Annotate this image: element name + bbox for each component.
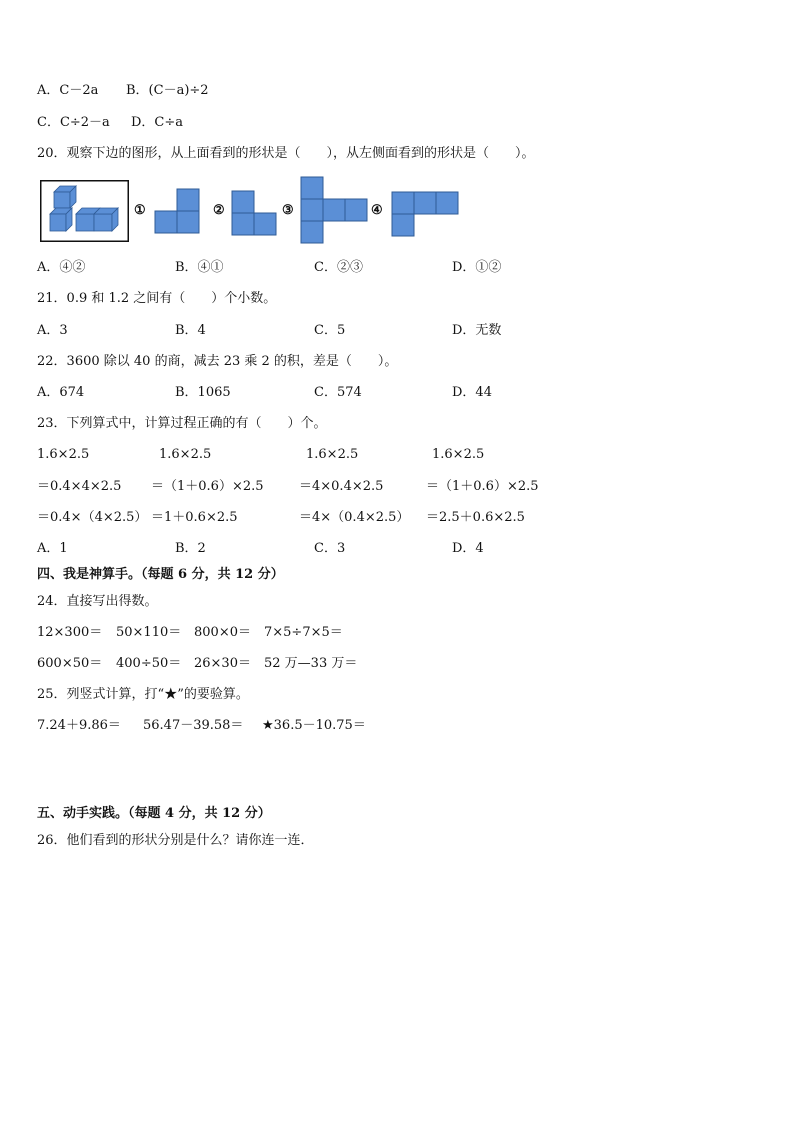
q23-expr-r1c1: 1.6×2.5 bbox=[37, 447, 90, 462]
q20-label-3: ③ bbox=[282, 203, 294, 218]
q20-stem: 20．观察下边的图形，从上面看到的形状是（ ），从左侧面看到的形状是（ ）。 bbox=[37, 146, 535, 161]
q23-expr-r2c2: ＝（1＋0.6）×2.5 bbox=[151, 479, 264, 494]
q26-stem: 26．他们看到的形状分别是什么？请你连一连． bbox=[37, 833, 314, 848]
q20-label-1: ① bbox=[134, 203, 146, 218]
q19-option-a: A．C－2a bbox=[37, 83, 99, 98]
section5-title: 五、动手实践。（每题 4 分，共 12 分） bbox=[37, 806, 271, 821]
q20-shape-1 bbox=[154, 189, 200, 233]
q23-stem: 23．下列算式中，计算过程正确的有（ ）个。 bbox=[37, 416, 327, 431]
q23-expr-r1c2: 1.6×2.5 bbox=[159, 447, 212, 462]
q20-option-a: A．④② bbox=[37, 260, 86, 275]
q24-item-2: 50×110＝ bbox=[116, 625, 182, 640]
q21-stem: 21．0.9 和 1.2 之间有（ ）个小数。 bbox=[37, 291, 277, 306]
q19-option-d: D．C÷a bbox=[131, 115, 184, 130]
q25-stem: 25．列竖式计算，打“★”的要验算。 bbox=[37, 687, 249, 702]
q25-item-2: 56.47－39.58＝ bbox=[143, 718, 244, 733]
q23-expr-r1c3: 1.6×2.5 bbox=[306, 447, 359, 462]
q23-expr-r3c4: ＝2.5＋0.6×2.5 bbox=[426, 510, 525, 525]
q22-option-b: B．1065 bbox=[175, 385, 231, 400]
q24-item-3: 800×0＝ bbox=[194, 625, 251, 640]
q20-option-c: C．②③ bbox=[314, 260, 363, 275]
q23-option-d: D．4 bbox=[452, 541, 484, 556]
q25-item-3: ★36.5－10.75＝ bbox=[262, 718, 366, 733]
q21-option-d: D．无数 bbox=[452, 323, 502, 338]
q24-item-7: 26×30＝ bbox=[194, 656, 251, 671]
q22-option-c: C．574 bbox=[314, 385, 362, 400]
q20-shape-2 bbox=[231, 191, 277, 235]
q23-expr-r2c1: ＝0.4×4×2.5 bbox=[37, 479, 122, 494]
q23-expr-r1c4: 1.6×2.5 bbox=[432, 447, 485, 462]
q22-option-a: A．674 bbox=[37, 385, 85, 400]
q23-option-b: B．2 bbox=[175, 541, 206, 556]
q22-option-d: D．44 bbox=[452, 385, 492, 400]
q23-expr-r2c4: ＝（1＋0.6）×2.5 bbox=[426, 479, 539, 494]
q20-label-2: ② bbox=[213, 203, 225, 218]
q22-stem: 22．3600 除以 40 的商，减去 23 乘 2 的积，差是（ ）。 bbox=[37, 354, 398, 369]
q24-item-4: 7×5÷7×5＝ bbox=[264, 625, 343, 640]
section4-title: 四、我是神算手。（每题 6 分，共 12 分） bbox=[37, 567, 284, 582]
q24-item-5: 600×50＝ bbox=[37, 656, 103, 671]
q20-option-b: B．④① bbox=[175, 260, 224, 275]
q20-shape-4 bbox=[391, 191, 461, 237]
q24-stem: 24．直接写出得数。 bbox=[37, 594, 158, 609]
q23-expr-r2c3: ＝4×0.4×2.5 bbox=[299, 479, 384, 494]
q23-expr-r3c2: ＝1＋0.6×2.5 bbox=[151, 510, 238, 525]
q21-option-c: C．5 bbox=[314, 323, 346, 338]
q20-option-d: D．①② bbox=[452, 260, 502, 275]
q21-option-b: B．4 bbox=[175, 323, 206, 338]
q24-item-1: 12×300＝ bbox=[37, 625, 103, 640]
q24-item-8: 52 万—33 万＝ bbox=[264, 656, 358, 671]
q23-option-c: C．3 bbox=[314, 541, 346, 556]
q24-item-6: 400÷50＝ bbox=[116, 656, 182, 671]
q20-label-4: ④ bbox=[371, 203, 383, 218]
q21-option-a: A．3 bbox=[37, 323, 68, 338]
q19-option-b: B．(C－a)÷2 bbox=[126, 83, 209, 98]
q20-shape-3 bbox=[300, 176, 370, 244]
q20-3d-figure bbox=[40, 180, 129, 242]
q25-item-1: 7.24＋9.86＝ bbox=[37, 718, 121, 733]
q23-expr-r3c3: ＝4×（0.4×2.5） bbox=[299, 510, 410, 525]
q23-option-a: A．1 bbox=[37, 541, 68, 556]
q23-expr-r3c1: ＝0.4×（4×2.5） bbox=[37, 510, 148, 525]
q19-option-c: C．C÷2－a bbox=[37, 115, 110, 130]
